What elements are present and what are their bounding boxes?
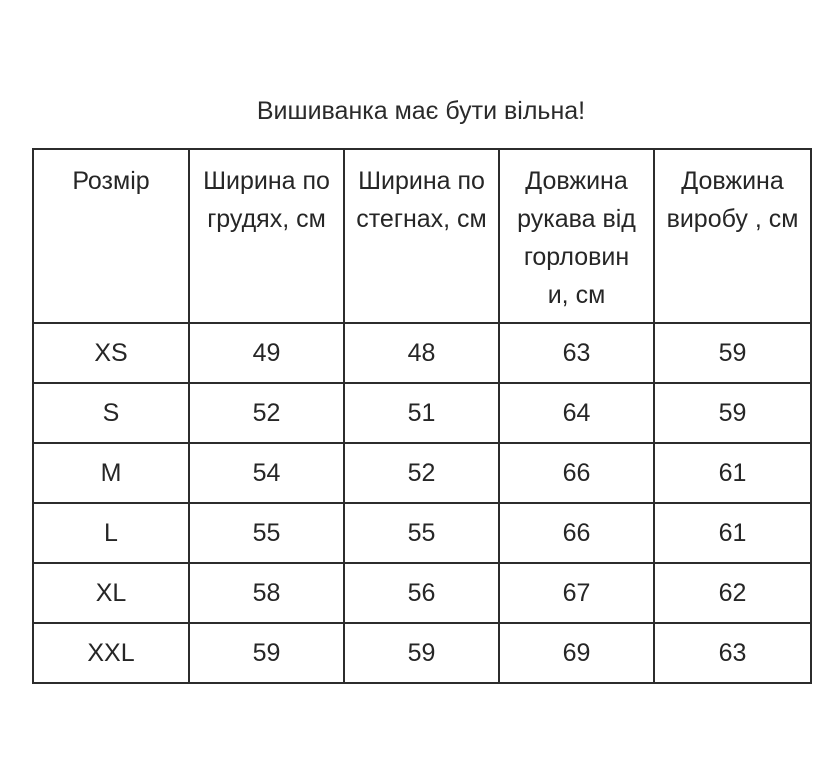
sleeve-cell: 63 xyxy=(499,323,654,383)
table-row xyxy=(33,323,811,383)
length-cell: 63 xyxy=(654,623,811,683)
sleeve-cell: 69 xyxy=(499,623,654,683)
size-cell: S xyxy=(33,383,189,443)
chest-cell: 55 xyxy=(189,503,344,563)
table-row xyxy=(33,383,811,443)
size-chart-table xyxy=(32,148,812,684)
table-row xyxy=(33,563,811,623)
length-cell: 59 xyxy=(654,323,811,383)
hip-cell: 52 xyxy=(344,443,499,503)
hip-cell: 48 xyxy=(344,323,499,383)
length-cell: 61 xyxy=(654,503,811,563)
size-cell: L xyxy=(33,503,189,563)
table-row xyxy=(33,623,811,683)
length-cell: 62 xyxy=(654,563,811,623)
chest-cell: 59 xyxy=(189,623,344,683)
chest-cell: 54 xyxy=(189,443,344,503)
header-garment-length: Довжина виробу , см xyxy=(654,149,811,323)
header-hip-width: Ширина по стегнах, см xyxy=(344,149,499,323)
chest-cell: 58 xyxy=(189,563,344,623)
table-header-row xyxy=(33,149,811,323)
hip-cell: 56 xyxy=(344,563,499,623)
chest-cell: 52 xyxy=(189,383,344,443)
hip-cell: 55 xyxy=(344,503,499,563)
sleeve-cell: 67 xyxy=(499,563,654,623)
table-row xyxy=(33,503,811,563)
sleeve-cell: 64 xyxy=(499,383,654,443)
table-row xyxy=(33,443,811,503)
size-cell: XL xyxy=(33,563,189,623)
hip-cell: 51 xyxy=(344,383,499,443)
chest-cell: 49 xyxy=(189,323,344,383)
header-sleeve-length: Довжина рукава від горловин и, см xyxy=(499,149,654,323)
size-cell: XS xyxy=(33,323,189,383)
page-title: Вишиванка має бути вільна! xyxy=(256,97,586,125)
sleeve-cell: 66 xyxy=(499,443,654,503)
size-cell: M xyxy=(33,443,189,503)
size-cell: XXL xyxy=(33,623,189,683)
length-cell: 61 xyxy=(654,443,811,503)
header-chest-width: Ширина по грудях, см xyxy=(189,149,344,323)
hip-cell: 59 xyxy=(344,623,499,683)
sleeve-cell: 66 xyxy=(499,503,654,563)
header-size: Розмір xyxy=(33,149,189,323)
length-cell: 59 xyxy=(654,383,811,443)
